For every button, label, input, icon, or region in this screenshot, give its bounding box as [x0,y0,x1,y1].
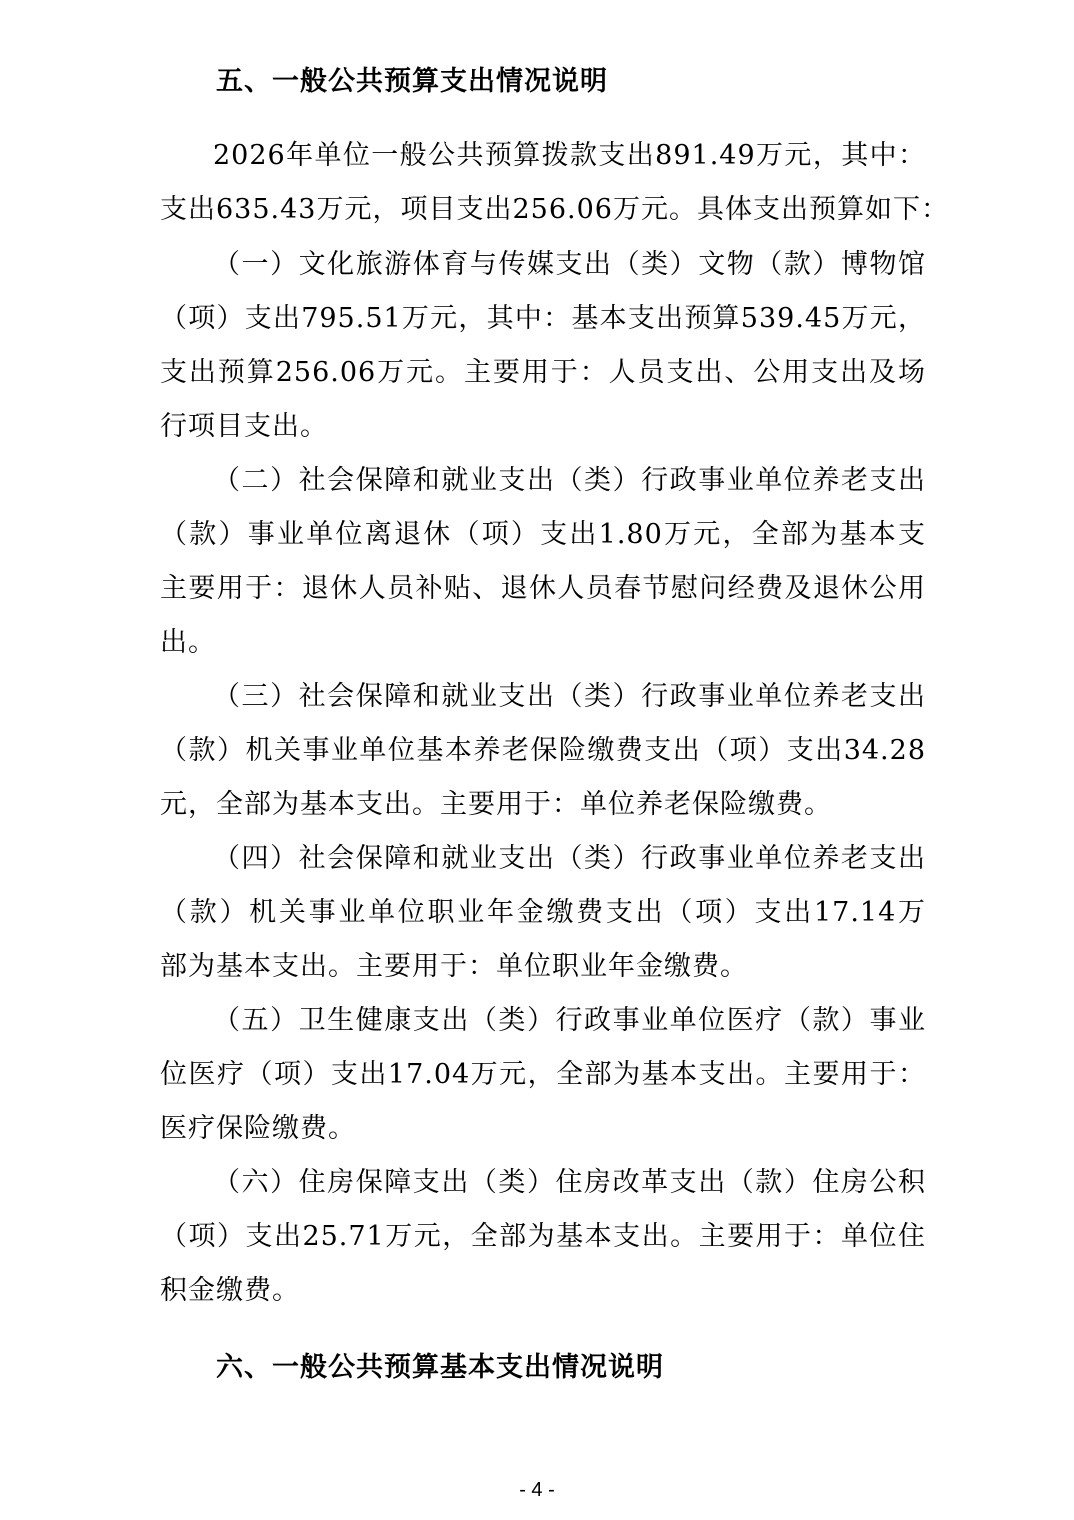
text-line: （项）支出25.71万元，全部为基本支出。主要用于：单位住 [160,1221,926,1252]
paragraph-item-4 [160,832,926,994]
section-heading-6: 六、一般公共预算基本支出情况说明 [216,1352,664,1383]
text-line: （四）社会保障和就业支出（类）行政事业单位养老支出 [213,843,926,874]
text-line: （一）文化旅游体育与传媒支出（类）文物（款）博物馆 [213,249,926,280]
text-line: 部为基本支出。主要用于：单位职业年金缴费。 [160,951,748,982]
text-line: （二）社会保障和就业支出（类）行政事业单位养老支出 [213,465,926,496]
text-line: 支出635.43万元，项目支出256.06万元。具体支出预算如下： [160,194,949,225]
section-heading-5: 五、一般公共预算支出情况说明 [216,66,608,97]
text-line: 支出预算256.06万元。主要用于：人员支出、公用支出及场 [160,357,926,388]
text-line: 元，全部为基本支出。主要用于：单位养老保险缴费。 [160,789,832,820]
text-line: 医疗保险缴费。 [160,1113,356,1144]
text-line: （款）机关事业单位职业年金缴费支出（项）支出17.14万 [160,897,926,928]
text-line: （款）事业单位离退休（项）支出1.80万元，全部为基本支 [160,519,926,550]
text-line: （五）卫生健康支出（类）行政事业单位医疗（款）事业 [213,1005,926,1036]
text-line: （款）机关事业单位基本养老保险缴费支出（项）支出34.28 [160,735,926,766]
paragraph-intro [160,129,949,237]
paragraph-item-3 [160,670,926,832]
text-line: （六）住房保障支出（类）住房改革支出（款）住房公积 [213,1167,926,1198]
text-line: 出。 [160,627,216,658]
paragraph-item-5 [160,994,926,1156]
paragraph-item-6 [160,1156,926,1318]
text-line: 位医疗（项）支出17.04万元，全部为基本支出。主要用于： [160,1059,926,1090]
text-line: 行项目支出。 [160,411,328,442]
text-line: （项）支出795.51万元，其中：基本支出预算539.45万元， [160,303,926,334]
text-line: 积金缴费。 [160,1275,300,1306]
page-number: - 4 - [519,1479,555,1501]
text-line: 2026年单位一般公共预算拨款支出891.49万元，其中： [213,140,926,171]
paragraph-item-1 [160,238,926,454]
text-line: （三）社会保障和就业支出（类）行政事业单位养老支出 [213,681,926,712]
text-line: 主要用于：退休人员补贴、退休人员春节慰问经费及退休公用 [160,573,926,604]
paragraph-item-2 [160,454,926,670]
